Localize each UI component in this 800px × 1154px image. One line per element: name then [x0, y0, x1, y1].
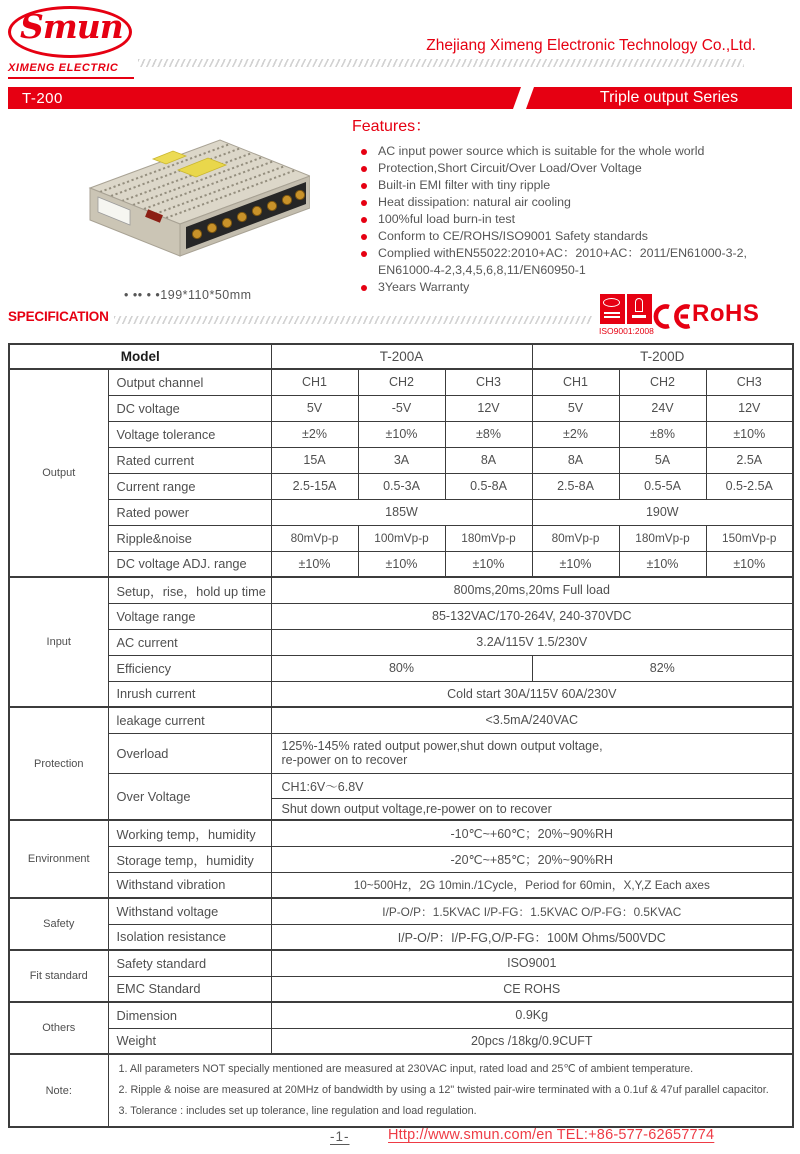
features-section: [352, 113, 794, 296]
row-label: Withstand voltage: [108, 898, 271, 924]
value-cell: 8A: [445, 447, 532, 473]
value-cell: [271, 733, 793, 773]
row-label: EMC Standard: [108, 976, 271, 1002]
value-cell: 5V: [271, 395, 358, 421]
value-cell: Shut down output voltage,re-power on to recover: [271, 798, 793, 820]
note-line2: 2. Ripple & noise are measured at 20MHz of bandwidth by using a 12" twisted pair-wire terminated with a 0.1uf & 47uf parallel capacitor.: [118, 1084, 769, 1096]
value-cell: 800ms,20ms,20ms Full load: [271, 577, 793, 603]
value-cell: 20pcs /18kg/0.9CUFT: [271, 1028, 793, 1054]
value-cell: <3.5mA/240VAC: [271, 707, 793, 733]
row-emc-standard: [9, 976, 793, 1002]
value-cell: 0.9Kg: [271, 1002, 793, 1028]
row-setup-rise: [9, 577, 793, 603]
specification-table: [8, 343, 794, 1128]
value-cell: 190W: [532, 499, 793, 525]
value-cell: 80%: [271, 655, 532, 681]
value-cell: ±10%: [706, 421, 793, 447]
specification-heading: SPECIFICATION: [8, 309, 109, 324]
group-input: Input: [9, 577, 108, 707]
row-inrush-current: [9, 681, 793, 707]
row-voltage-tolerance: [9, 421, 793, 447]
row-label: Voltage tolerance: [108, 421, 271, 447]
row-label: Inrush current: [108, 681, 271, 707]
value-cell: CH2: [619, 369, 706, 395]
row-dimension: [9, 1002, 793, 1028]
value-cell: 180mVp-p: [445, 525, 532, 551]
row-rated-power: [9, 499, 793, 525]
value-cell: 2.5-8A: [532, 473, 619, 499]
value-cell: Cold start 30A/115V 60A/230V: [271, 681, 793, 707]
value-cell: CH1: [271, 369, 358, 395]
model-a: T-200A: [271, 344, 532, 369]
product-dimensions: • •• • •199*110*50mm: [124, 288, 252, 302]
value-cell: ±8%: [619, 421, 706, 447]
feature-item-continuation: EN61000-4-2,3,4,5,6,8,11/EN60950-1: [378, 263, 586, 277]
row-isolation-resistance: [9, 924, 793, 950]
row-ripple-noise: [9, 525, 793, 551]
feature-item: Built-in EMI filter with tiny ripple: [352, 177, 794, 194]
value-cell: 3A: [358, 447, 445, 473]
row-weight: [9, 1028, 793, 1054]
group-protection: Protection: [9, 707, 108, 820]
row-dc-voltage: [9, 395, 793, 421]
value-cell: 5V: [532, 395, 619, 421]
value-cell: 3.2A/115V 1.5/230V: [271, 629, 793, 655]
value-cell: 82%: [532, 655, 793, 681]
row-label: Over Voltage: [108, 773, 271, 820]
row-label: Isolation resistance: [108, 924, 271, 950]
model-d: T-200D: [532, 344, 793, 369]
value-cell: CH2: [358, 369, 445, 395]
row-withstand-vibration: [9, 872, 793, 898]
row-label: Weight: [108, 1028, 271, 1054]
feature-item: AC input power source which is suitable for the whole world: [352, 143, 794, 160]
row-label: Overload: [108, 733, 271, 773]
row-label: Rated current: [108, 447, 271, 473]
row-over-voltage: [9, 773, 793, 798]
row-rated-current: [9, 447, 793, 473]
value-cell: I/P-O/P：I/P-FG,O/P-FG：100M Ohms/500VDC: [271, 924, 793, 950]
note-text: [108, 1054, 793, 1127]
value-cell: 12V: [445, 395, 532, 421]
chevron-divider-icon: [114, 316, 592, 324]
features-list: [352, 143, 794, 296]
row-withstand-voltage: [9, 898, 793, 924]
row-note: [9, 1054, 793, 1127]
row-label: Efficiency: [108, 655, 271, 681]
iso-caption: ISO9001:2008: [599, 326, 654, 336]
product-photo: [60, 128, 310, 285]
value-cell: -5V: [358, 395, 445, 421]
company-name: Zhejiang Ximeng Electronic Technology Co.,Ltd.: [426, 37, 756, 54]
value-cell: ±10%: [532, 551, 619, 577]
row-label: Current range: [108, 473, 271, 499]
page-number: -1-: [330, 1129, 350, 1144]
row-label: Storage temp，humidity: [108, 846, 271, 872]
value-cell: 0.5-3A: [358, 473, 445, 499]
value-cell: ISO9001: [271, 950, 793, 976]
value-cell: ±10%: [358, 421, 445, 447]
group-others: Others: [9, 1002, 108, 1054]
chevron-divider-icon: [138, 59, 744, 67]
feature-item: 100%ful load burn-in test: [352, 211, 794, 228]
value-cell: ±10%: [706, 551, 793, 577]
certification-badges: [600, 294, 652, 324]
row-overload: [9, 733, 793, 773]
value-cell: 2.5A: [706, 447, 793, 473]
row-ac-current: [9, 629, 793, 655]
value-cell: -10℃~+60℃；20%~90%RH: [271, 820, 793, 846]
value-cell: 80mVp-p: [532, 525, 619, 551]
value-cell: I/P-O/P：1.5KVAC I/P-FG：1.5KVAC O/P-FG：0.5KVAC: [271, 898, 793, 924]
value-cell: 8A: [532, 447, 619, 473]
value-cell: ±10%: [271, 551, 358, 577]
row-label: DC voltage: [108, 395, 271, 421]
value-cell: -20℃~+85℃；20%~90%RH: [271, 846, 793, 872]
row-label: AC current: [108, 629, 271, 655]
value-cell: 2.5-15A: [271, 473, 358, 499]
group-output: Output: [9, 369, 108, 577]
row-label: Working temp，humidity: [108, 820, 271, 846]
row-output-channel: [9, 369, 793, 395]
value-cell: 80mVp-p: [271, 525, 358, 551]
model-row: [9, 344, 793, 369]
value-cell: 185W: [271, 499, 532, 525]
feature-item: Complied withEN55022:2010+AC：2010+AC：2011/EN61000-3-2,: [352, 245, 794, 262]
feature-item: Protection,Short Circuit/Over Load/Over Voltage: [352, 160, 794, 177]
value-cell: 12V: [706, 395, 793, 421]
series-title: Triple output Series: [599, 89, 739, 106]
iso-registered-badge-icon: [600, 294, 625, 324]
value-cell: CE ROHS: [271, 976, 793, 1002]
value-cell: 15A: [271, 447, 358, 473]
value-cell: 0.5-2.5A: [706, 473, 793, 499]
ce-mark-icon: [652, 303, 692, 335]
row-safety-standard: [9, 950, 793, 976]
row-label: Output channel: [108, 369, 271, 395]
value-cell: ±10%: [619, 551, 706, 577]
model-header: Model: [9, 344, 271, 369]
features-title: Features：: [352, 118, 432, 135]
row-label: Voltage range: [108, 603, 271, 629]
brand-subtitle: XIMENG ELECTRIC: [8, 62, 134, 79]
value-cell: ±10%: [358, 551, 445, 577]
value-cell: 180mVp-p: [619, 525, 706, 551]
row-label: Rated power: [108, 499, 271, 525]
value-cell: CH3: [445, 369, 532, 395]
series-banner: [8, 87, 792, 109]
value-cell: CH1:6V～6.8V: [271, 773, 793, 798]
row-label: Withstand vibration: [108, 872, 271, 898]
note-line1: 1. All parameters NOT specially mentioned are measured at 230VAC input, rated load and 25℃ of ambient temperature.: [118, 1063, 694, 1075]
feature-item: Heat dissipation: natural air cooling: [352, 194, 794, 211]
value-cell: 0.5-5A: [619, 473, 706, 499]
power-supply-illustration: [60, 128, 310, 280]
value-cell: ±8%: [445, 421, 532, 447]
row-label: Dimension: [108, 1002, 271, 1028]
row-voltage-range: [9, 603, 793, 629]
brand-logo: Smun: [20, 7, 123, 46]
value-cell: 0.5-8A: [445, 473, 532, 499]
feature-item: Conform to CE/ROHS/ISO9001 Safety standards: [352, 228, 794, 245]
row-leakage-current: [9, 707, 793, 733]
value-cell: 5A: [619, 447, 706, 473]
value-cell: ±10%: [445, 551, 532, 577]
value-cell: CH1: [532, 369, 619, 395]
banner-slash-icon: [512, 84, 535, 112]
value-cell: 100mVp-p: [358, 525, 445, 551]
group-note: Note:: [9, 1054, 108, 1127]
value-cell: 150mVp-p: [706, 525, 793, 551]
value-cell: 10~500Hz，2G 10min./1Cycle，Period for 60min，X,Y,Z Each axes: [271, 872, 793, 898]
note-line3: 3. Tolerance : includes set up tolerance, line regulation and load regulation.: [118, 1105, 477, 1117]
row-label: Ripple&noise: [108, 525, 271, 551]
value-cell: CH3: [706, 369, 793, 395]
overload-line2: re-power on to recover: [281, 753, 408, 767]
row-label: Setup，rise，hold up time: [108, 577, 271, 603]
group-safety: Safety: [9, 898, 108, 950]
row-label: Safety standard: [108, 950, 271, 976]
row-label: leakage current: [108, 707, 271, 733]
value-cell: 24V: [619, 395, 706, 421]
row-efficiency: [9, 655, 793, 681]
value-cell: 85-132VAC/170-264V, 240-370VDC: [271, 603, 793, 629]
value-cell: ±2%: [271, 421, 358, 447]
overload-line1: 125%-145% rated output power,shut down output voltage,: [281, 739, 603, 753]
row-storage-temp: [9, 846, 793, 872]
row-working-temp: [9, 820, 793, 846]
row-current-range: [9, 473, 793, 499]
group-environment: Environment: [9, 820, 108, 898]
website-link[interactable]: Http://www.smun.com/en TEL:+86-577-62657774: [388, 1127, 715, 1143]
row-adj-range: [9, 551, 793, 577]
rohs-mark: RoHS: [692, 300, 760, 327]
value-cell: ±2%: [532, 421, 619, 447]
ukas-badge-icon: [627, 294, 652, 324]
row-label: DC voltage ADJ. range: [108, 551, 271, 577]
model-title: T-200: [22, 90, 63, 107]
feature-item: 3Years Warranty: [352, 279, 794, 296]
group-fit-standard: Fit standard: [9, 950, 108, 1002]
